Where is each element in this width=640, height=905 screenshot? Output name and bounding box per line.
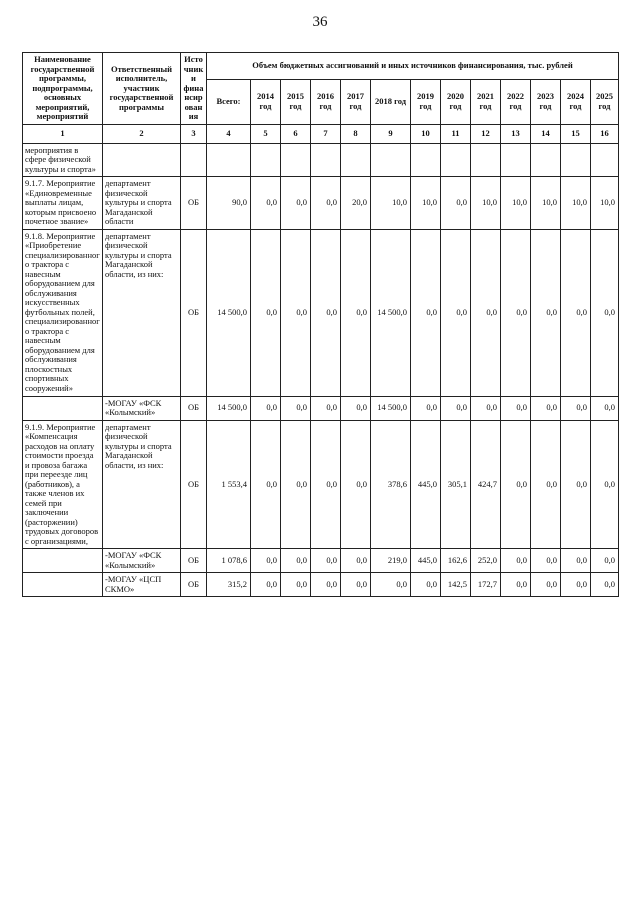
column-number: 5 <box>251 124 281 143</box>
cell-year-value: 0,0 <box>251 229 281 396</box>
cell-total: 14 500,0 <box>207 396 251 420</box>
cell-year-value: 0,0 <box>341 573 371 597</box>
cell-year-value <box>251 143 281 177</box>
column-number: 11 <box>441 124 471 143</box>
funding-table <box>22 52 619 597</box>
cell-year-value: 0,0 <box>531 396 561 420</box>
header-year: 2020 год <box>441 79 471 124</box>
cell-total: 315,2 <box>207 573 251 597</box>
cell-year-value: 10,0 <box>591 177 619 230</box>
column-number: 14 <box>531 124 561 143</box>
header-responsible: Ответственный исполнитель, участник государственной программы <box>103 53 181 125</box>
cell-year-value: 0,0 <box>471 229 501 396</box>
cell-year-value: 142,5 <box>441 573 471 597</box>
cell-year-value: 0,0 <box>561 229 591 396</box>
cell-year-value: 20,0 <box>341 177 371 230</box>
cell-responsible: департамент физической культуры и спорта Магаданской области <box>103 177 181 230</box>
cell-year-value: 0,0 <box>531 573 561 597</box>
table-row <box>23 143 619 177</box>
cell-total <box>207 143 251 177</box>
cell-source: ОБ <box>181 229 207 396</box>
cell-responsible: -МОГАУ «ФСК «Колымский» <box>103 396 181 420</box>
cell-name <box>23 573 103 597</box>
cell-year-value: 0,0 <box>561 420 591 549</box>
cell-year-value: 0,0 <box>251 396 281 420</box>
table-body <box>23 143 619 597</box>
cell-year-value <box>281 143 311 177</box>
cell-year-value: 0,0 <box>251 420 281 549</box>
cell-responsible: -МОГАУ «ФСК «Колымский» <box>103 549 181 573</box>
cell-name: 9.1.9. Мероприятие «Компенсация расходов на оплату стоимости проезда и провоза багажа при переезде лиц (работников), а также членов их семей при заключении (расторжении) трудовых договоров с организациями, <box>23 420 103 549</box>
cell-year-value: 0,0 <box>311 396 341 420</box>
cell-year-value: 14 500,0 <box>371 229 411 396</box>
cell-name <box>23 396 103 420</box>
column-number: 12 <box>471 124 501 143</box>
header-year: 2015 год <box>281 79 311 124</box>
cell-year-value: 0,0 <box>281 420 311 549</box>
cell-year-value: 0,0 <box>251 549 281 573</box>
cell-year-value <box>591 143 619 177</box>
cell-year-value: 10,0 <box>411 177 441 230</box>
cell-year-value: 445,0 <box>411 549 441 573</box>
cell-year-value <box>501 143 531 177</box>
cell-year-value: 10,0 <box>471 177 501 230</box>
header-year: 2017 год <box>341 79 371 124</box>
cell-year-value: 0,0 <box>501 573 531 597</box>
header-funding-group: Объем бюджетных ассигнований и иных источников финансирования, тыс. рублей <box>207 53 619 80</box>
cell-source: ОБ <box>181 573 207 597</box>
cell-year-value <box>311 143 341 177</box>
cell-year-value: 0,0 <box>591 229 619 396</box>
cell-source: ОБ <box>181 177 207 230</box>
cell-source: ОБ <box>181 420 207 549</box>
cell-total: 1 078,6 <box>207 549 251 573</box>
cell-name <box>23 549 103 573</box>
cell-year-value: 10,0 <box>561 177 591 230</box>
column-number-row <box>23 124 619 143</box>
cell-year-value: 0,0 <box>341 229 371 396</box>
header-year: 2016 год <box>311 79 341 124</box>
header-year: 2024 год <box>561 79 591 124</box>
cell-year-value: 0,0 <box>341 420 371 549</box>
column-number: 4 <box>207 124 251 143</box>
cell-year-value <box>341 143 371 177</box>
cell-year-value: 0,0 <box>441 396 471 420</box>
cell-total: 90,0 <box>207 177 251 230</box>
header-year: 2022 год <box>501 79 531 124</box>
cell-year-value <box>531 143 561 177</box>
cell-year-value: 0,0 <box>281 573 311 597</box>
cell-year-value: 0,0 <box>471 396 501 420</box>
cell-year-value: 0,0 <box>561 549 591 573</box>
column-number: 6 <box>281 124 311 143</box>
cell-year-value: 0,0 <box>251 573 281 597</box>
cell-year-value: 0,0 <box>501 549 531 573</box>
header-total: Всего: <box>207 79 251 124</box>
cell-year-value: 172,7 <box>471 573 501 597</box>
header-year: 2023 год <box>531 79 561 124</box>
column-number: 16 <box>591 124 619 143</box>
cell-year-value: 0,0 <box>341 549 371 573</box>
column-number: 7 <box>311 124 341 143</box>
cell-year-value: 305,1 <box>441 420 471 549</box>
cell-year-value: 0,0 <box>311 229 341 396</box>
cell-year-value: 0,0 <box>281 396 311 420</box>
table-row <box>23 549 619 573</box>
cell-source: ОБ <box>181 549 207 573</box>
page-number: 36 <box>312 14 328 30</box>
cell-name: мероприятия в сфере физической культуры и спорта» <box>23 143 103 177</box>
cell-year-value <box>441 143 471 177</box>
table-row <box>23 229 619 396</box>
cell-name: 9.1.7. Мероприятие «Единовременные выплаты лицам, которым присвоено почетное звание» <box>23 177 103 230</box>
cell-total: 14 500,0 <box>207 229 251 396</box>
cell-year-value: 10,0 <box>371 177 411 230</box>
cell-year-value <box>371 143 411 177</box>
header-year: 2018 год <box>371 79 411 124</box>
cell-year-value: 0,0 <box>251 177 281 230</box>
cell-responsible: -МОГАУ «ЦСП СКМО» <box>103 573 181 597</box>
cell-year-value: 0,0 <box>591 549 619 573</box>
table-header <box>23 53 619 144</box>
cell-year-value: 14 500,0 <box>371 396 411 420</box>
cell-year-value: 0,0 <box>561 573 591 597</box>
column-number: 1 <box>23 124 103 143</box>
cell-year-value: 424,7 <box>471 420 501 549</box>
table-row <box>23 396 619 420</box>
cell-year-value: 0,0 <box>591 420 619 549</box>
cell-year-value: 378,6 <box>371 420 411 549</box>
cell-source: ОБ <box>181 396 207 420</box>
cell-year-value: 0,0 <box>501 420 531 549</box>
column-number: 2 <box>103 124 181 143</box>
cell-year-value: 0,0 <box>311 420 341 549</box>
cell-year-value: 0,0 <box>501 396 531 420</box>
header-year: 2021 год <box>471 79 501 124</box>
cell-year-value: 0,0 <box>411 396 441 420</box>
header-name: Наименование государственной программы, подпрограммы, основных мероприятий, мероприятий <box>23 53 103 125</box>
cell-source <box>181 143 207 177</box>
table-row <box>23 177 619 230</box>
cell-year-value: 162,6 <box>441 549 471 573</box>
cell-year-value: 0,0 <box>441 229 471 396</box>
cell-year-value: 10,0 <box>531 177 561 230</box>
cell-year-value: 0,0 <box>281 229 311 396</box>
cell-year-value: 0,0 <box>411 229 441 396</box>
header-source: Источники финансирования <box>181 53 207 125</box>
cell-year-value: 445,0 <box>411 420 441 549</box>
cell-year-value: 0,0 <box>561 396 591 420</box>
cell-year-value: 0,0 <box>371 573 411 597</box>
cell-year-value: 252,0 <box>471 549 501 573</box>
cell-year-value: 0,0 <box>311 177 341 230</box>
header-year: 2014 год <box>251 79 281 124</box>
column-number: 9 <box>371 124 411 143</box>
column-number: 3 <box>181 124 207 143</box>
cell-year-value: 0,0 <box>281 177 311 230</box>
cell-name: 9.1.8. Мероприятие «Приобретение специализированного трактора с навесным оборудованием для обслуживания искусственных футбольных полей, специализированного трактора с навесным оборудованием для обслуживания плоскостных спортивных сооружений» <box>23 229 103 396</box>
column-number: 15 <box>561 124 591 143</box>
cell-year-value: 0,0 <box>531 229 561 396</box>
cell-year-value: 0,0 <box>501 229 531 396</box>
cell-year-value: 10,0 <box>501 177 531 230</box>
cell-total: 1 553,4 <box>207 420 251 549</box>
cell-year-value: 0,0 <box>411 573 441 597</box>
cell-responsible <box>103 143 181 177</box>
cell-year-value: 0,0 <box>591 396 619 420</box>
cell-year-value: 0,0 <box>281 549 311 573</box>
cell-year-value: 0,0 <box>531 420 561 549</box>
column-number: 8 <box>341 124 371 143</box>
cell-year-value: 0,0 <box>341 396 371 420</box>
header-year: 2019 год <box>411 79 441 124</box>
cell-year-value <box>471 143 501 177</box>
cell-responsible: департамент физической культуры и спорта Магаданской области, из них: <box>103 229 181 396</box>
column-number: 10 <box>411 124 441 143</box>
cell-year-value <box>411 143 441 177</box>
cell-responsible: департамент физической культуры и спорта Магаданской области, из них: <box>103 420 181 549</box>
cell-year-value: 0,0 <box>441 177 471 230</box>
cell-year-value: 0,0 <box>591 573 619 597</box>
table-row <box>23 573 619 597</box>
cell-year-value: 219,0 <box>371 549 411 573</box>
header-year: 2025 год <box>591 79 619 124</box>
cell-year-value: 0,0 <box>311 573 341 597</box>
column-number: 13 <box>501 124 531 143</box>
table-row <box>23 420 619 549</box>
cell-year-value: 0,0 <box>311 549 341 573</box>
cell-year-value: 0,0 <box>531 549 561 573</box>
cell-year-value <box>561 143 591 177</box>
